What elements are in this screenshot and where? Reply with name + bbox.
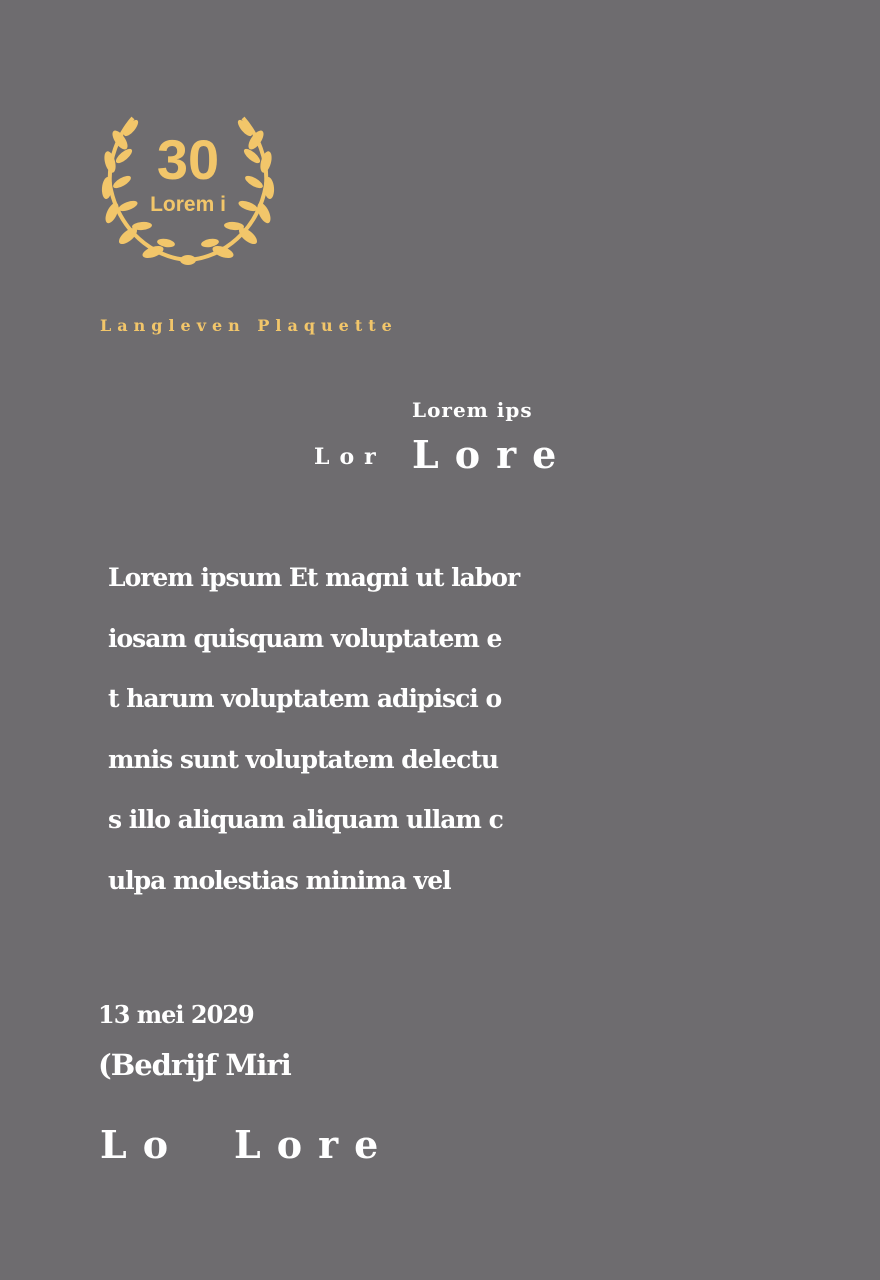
plaque-subtitle: Langleven Plaquette bbox=[100, 316, 398, 335]
signatory-first: Lo bbox=[100, 1122, 185, 1167]
body-line: t harum voluptatem adipisci o bbox=[108, 684, 502, 713]
recipient-name: Lore bbox=[412, 432, 573, 477]
recipient-prefix: Lor bbox=[314, 444, 386, 470]
anniversary-emblem bbox=[98, 100, 278, 268]
company-name: (Bedrijf Miri bbox=[98, 1048, 291, 1082]
plaque-body bbox=[108, 548, 568, 911]
anniversary-text: Lorem i bbox=[150, 193, 226, 216]
body-line: mnis sunt voluptatem delectu bbox=[108, 744, 499, 774]
body-line: Lorem ipsum Et magni ut labor bbox=[108, 563, 520, 592]
body-line: s illo aliquam aliquam ullam c bbox=[108, 805, 503, 834]
recipient-small-line: Lorem ips bbox=[412, 398, 533, 422]
body-line: iosam quisquam voluptatem e bbox=[108, 623, 502, 653]
body-line: ulpa molestias minima vel bbox=[108, 865, 451, 895]
plaque-date: 13 mei 2029 bbox=[98, 1000, 254, 1029]
anniversary-number: 30 bbox=[156, 128, 220, 191]
signatory-last: Lore bbox=[234, 1122, 395, 1167]
